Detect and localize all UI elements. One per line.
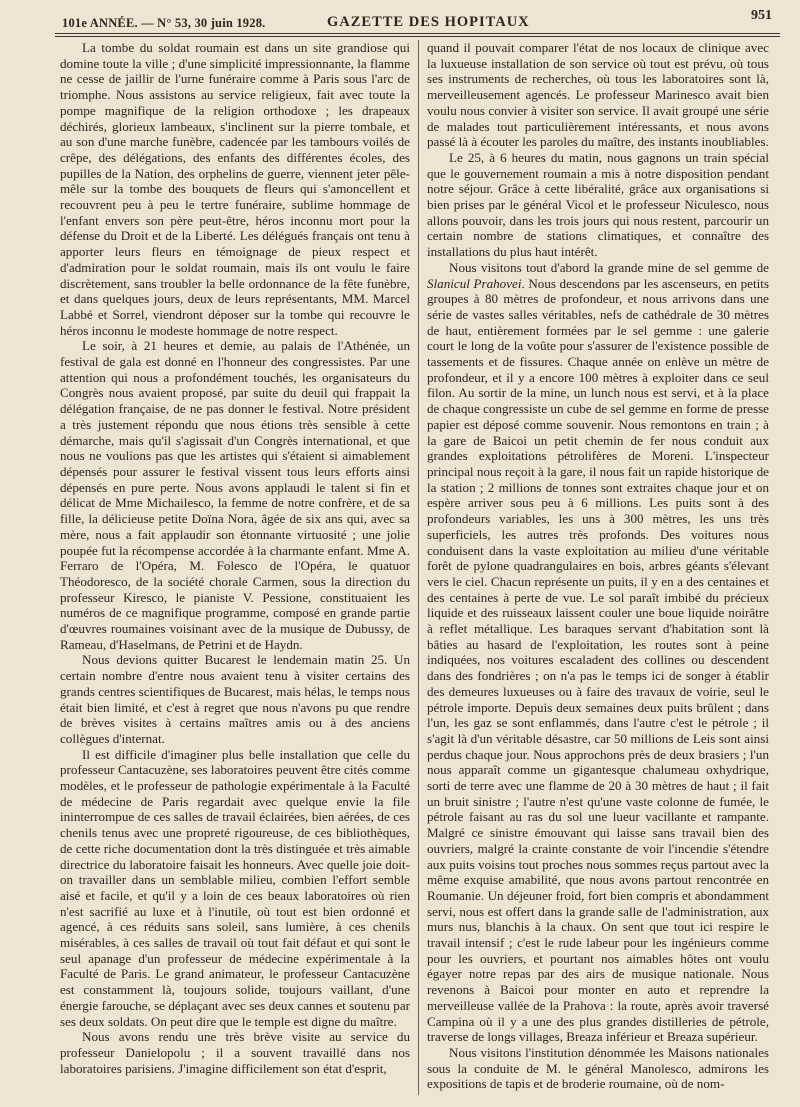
column-divider: [418, 40, 419, 1095]
text-run: Nous visitons tout d'abord la grande mine de sel gemme de: [449, 259, 769, 275]
issue-info: 101e ANNÉE. — N° 53, 30 juin 1928.: [62, 16, 266, 30]
paragraph: Le soir, à 21 heures et demie, au palais de l'Athénée, un festival de gala est donné en l'honneur des congressistes. Par une attention qui nous a profondément touchés, les organisateurs du Congrès nous avaient proposé, par suite du deuil qui frappait la délégation française, de ne pas donner le festival. Notre président a très justement répondu que nous étions très sensible à cette démarche, mais qu'il s'agissait d'un Congrès international, et que nous ne voulions pas que les artistes qui s'étaient si aimablement dépensés pour assurer le festival vissent tous leurs efforts ainsi dépensés en pure perte. Nous avons applaudi le talent si fin et délicat de Mme Michailesco, la femme de notre confrère, et de sa fille, la délicieuse petite Doïna Nora, âgée de six ans qui, avec sa mère, nous a fait applaudir son étonnante virtuosité ; une jolie poupée fut la récompense accordée à la charmante enfant. Mme A. Ferraro de l'Opéra, M. Folesco de l'Opéra, le quatuor Théodoresco, de la société chorale Carmen, sous la direction du professeur Kiresco, le pianiste V. Pessione, constituaient les numéros de ce magnifique programme, composé en grande partie d'œuvres roumaines voisinant avec de la musique de Dubussy, de Rameau, d'Haselmans, de Petrini et de Haydn.: [60, 338, 410, 652]
journal-title: GAZETTE DES HOPITAUX: [327, 14, 530, 30]
paragraph: quand il pouvait comparer l'état de nos locaux de clinique avec la luxueuse installation de son service où tout est prévu, où tous ses instruments de recherches, où tous les laboratoires sont là, merveilleusement agencés. Le professeur Marinesco avait bien voulu nous convier à visiter son service. Il avait groupé une série de malades tout particulièrement intéressants, et nous avons passé là à écouter les paroles du maître, des instants inoubliables.: [427, 40, 769, 150]
page-number: 951: [751, 8, 772, 23]
header-rule-thin: [55, 36, 780, 37]
paragraph: [427, 260, 769, 1045]
left-column: [60, 40, 410, 1076]
mine-name: Slanicul Prahovei: [427, 275, 522, 291]
paragraph: Le 25, à 6 heures du matin, nous gagnons un train spécial que le gouvernement roumain a mis à notre disposition pendant notre séjour. Grâce à cette libéralité, grâce aux organisations si bien prises par le général Vicol et le professeur Niculesco, nous allons pouvoir, dans les trois jours qui nous restent, parcourir un certain nombre de stations climatiques, et connaître des installations du plus haut intérêt.: [427, 149, 769, 260]
right-column: [427, 40, 769, 1092]
header-rule: [55, 33, 780, 34]
text-run: . Nous descendons par les ascenseurs, en petits groupes à 80 mètres de profondeur, et nous arrivons dans une série de vastes salles véritables, nefs de cathédrale de 30 mètres de haut, entièrement formées par le sel gemme : une galerie court le long de la voûte pour s'assurer de l'existence possible de tassements et de fissures. Chaque année on enlève un mètre de profondeur, et il y a encore 100 mètres à exploiter dans ce seul filon. Au sortir de la mine, un lunch nous est servi, et à la place de chaque congressiste un cube de sel gemme en forme de presse papier est déposé comme souvenir. Nous remontons en train ; à la gare de Baicoi un petit chemin de fer nous conduit aux grandes exploitations pétrolifères de Moreni. L'inspecteur principal nous reçoit à la gare, il nous fait un rapide historique de la station ; 2 millions de tonnes sont extraites chaque jour et on espère arriver sous peu à 6 millions. Les puits sont à des profondeurs variables, les uns à 300 mètres, les uns très superficiels, les autres très profonds. Des voitures nous conduisent dans la vaste exploitation au milieu d'une véritable forêt de pylone quadrangulaires en bois, arbres géants s'élevant vers le ciel. Chacun représente un puits, il y en a des centaines et des centaines à perte de vue. Le sol paraît imbibé du précieux liquide et des ruisseaux laissent couler une boue liquide noirâtre à reflet métallique. Les baraques servant d'habitation sont là bâties au hasard de l'exploitation, les routes sont à peine indiquées, nos voitures escaladent des collines ou descendent dans des fondrières ; on n'a pas le temps ici de songer à établir des demeures luxueuses ou à faire des travaux de voirie, seul le pétrole importe. Depuis deux semaines deux puits brûlent ; dans l'un, les gaz se sont enflammés, dans l'autre c'est le pétrole ; il s'agit là d'un véritable désastre, car 50 millions de Leis sont ainsi perdus chaque jour. Nous approchons près de deux brasiers ; l'un nous apparaît comme un gigantesque chalumeau oxhydrique, sorti de terre avec une flamme de 20 à 30 mètres de haut ; il fait un bruit sinistre ; l'autre n'est qu'une vaste colonne de fumée, le pétrole faisant au ras du sol une lueur vacillante et rampante. Malgré ce sinistre émouvant qui laisse sans travail bien des ouvriers, malgré la crainte constante de voir l'incendie s'étendre aux puits voisins tout proches nous sommes reçus partout avec la même exquise amabilité, que nous avons partout rencontrée en Roumanie. Un déjeuner froid, fort bien compris et abondamment servi, nous est offert dans la grande salle de l'administration, aux murs nus, blanchis à la chaux. On sent que tout ici respire le travail intensif ; c'est le rude labeur pour les ingénieurs comme pour les ouvriers, et pourtant nos aimables hôtes ont voulu égayer notre repas par des airs de musique nationale. Nous revenons à Baicoi pour monter en auto et reprendre la merveilleuse vallée de la Prahova : la route, après avoir traversé Campina où il y a une des plus grandes distilleries de pétrole, traverse de longs villages, Breaza inférieur et Breaza supérieur.: [427, 275, 769, 1045]
paragraph: Il est difficile d'imaginer plus belle installation que celle du professeur Cantacuzène, ses laboratoires peuvent être cités comme modèles, et le professeur de pathologie expérimentale à la Faculté de médecine de Paris regardait avec quelque envie la file ininterrompue de ces salles de travail éclairées, bien aérées, de ces chenils tenus avec une propreté rigoureuse, de ces bibliothèques, de cette riche documentation dont la très distinguée et très aimable directrice du laboratoire faisait les honneurs. Avec quelle joie doit-on travailler dans un semblable milieu, combien l'effort semble aisé et facile, et qu'il y a loin de ces beaux laboratoires où rien n'est sacrifié au luxe et à l'inutile, où tout est bien ordonné et agencé, à ces réduits sans soleil, sans lumière, à ces chenils misérables, à ces salles de travail où tout fait défaut et qui sont le seul apanage d'un professeur de médecine expérimentale à la Faculté de Paris. Le grand animateur, le professeur Cantacuzène est constamment là, toujours solide, toujours vaillant, d'une énergie farouche, se déplaçant avec ses deux cannes et soutenu par ses deux soldats. On peut dire que le temple est digne du maître.: [60, 746, 410, 1029]
paragraph: La tombe du soldat roumain est dans un site grandiose qui domine toute la ville ; d'une simplicité impressionnante, la flamme ne cesse de jaillir de l'urne funéraire comme à Paris sous l'arc de triomphe. Nous assistons au service religieux, fait avec toute la pompe magnifique de la religion orthodoxe ; les drapeaux déchirés, glorieux lambeaux, s'inclinent sur la pierre tombale, et au son d'une marche funèbre, cadencée par les tambours voilés de crêpe, des délégations, des enfants des différentes écoles, des pupilles de la Nation, des orphelins de guerre, viennent jeter pêle-mêle sur la tombe des bouquets de fleurs qui s'amoncellent et recouvrent peu à peu le tertre funéraire, sublime hommage de l'enfant envers son père peut-être, héros inconnu mort pour la défense du Droit et de la Liberté. Les délégués français ont tenu à apporter leurs fleurs en témoignage de pieux respect et d'admiration pour le soldat roumain, mais ils ont voulu le faire discrètement, sans troubler la belle ordonnance de la fête funèbre, et dans quelques jours, deux de leurs représentants, MM. Marcel Labbé et Sorrel, viendront déposer sur la tombe qui recouvre le héros inconnu le modeste hommage de notre respect.: [60, 40, 410, 338]
paragraph: Nous avons rendu une très brève visite au service du professeur Danielopolu ; il a souvent travaillé dans nos laboratoires parisiens. J'imagine difficilement son état d'esprit,: [60, 1029, 410, 1076]
paragraph: Nous devions quitter Bucarest le lendemain matin 25. Un certain nombre d'entre nous avaient tenu à visiter certains des grands centres scientifiques de Bucarest, mais hélas, le temps nous était bien limité, et c'est à regret que nous n'avons pu que rendre de brèves visites à certains maîtres amis ou à des anciens collègues d'internat.: [60, 652, 410, 746]
paragraph: Nous visitons l'institution dénommée les Maisons nationales sous la conduite de M. le général Manolesco, admirons les expositions de tapis et de broderie roumaine, où de nom-: [427, 1045, 769, 1092]
